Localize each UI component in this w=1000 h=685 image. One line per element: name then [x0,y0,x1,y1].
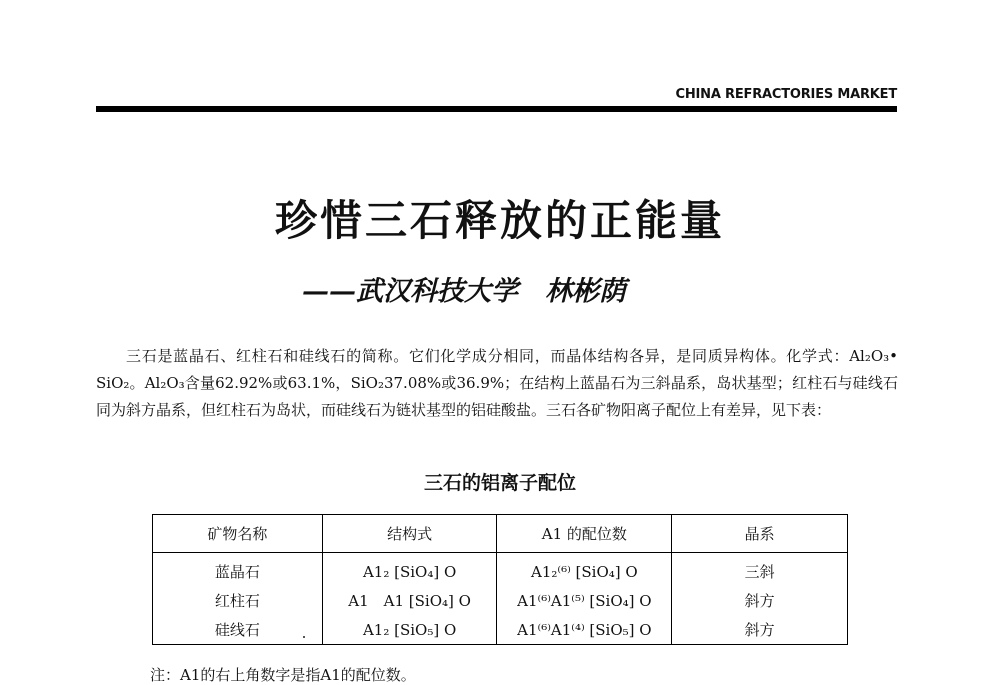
table-row [153,553,848,587]
cell-formula: A1 A1 [SiO₄] O [322,586,497,615]
cell-mineral: 硅线石 [153,615,323,645]
cell-formula: A1₂ [SiO₅] O [322,615,497,645]
body-paragraph [96,343,898,424]
cell-mineral: 红柱石 [153,586,323,615]
cell-system: 斜方 [672,615,848,645]
header-coordination-number: A1 的配位数 [497,515,672,553]
paragraph-text: 三石是蓝晶石、红柱石和硅线石的简称。它们化学成分相同，而晶体结构各异，是同质异构体。化学式：Al₂O₃• SiO₂。Al₂O₃含量62.92%或63.1%，SiO₂37.08%或36.9%；在结构上蓝晶石为三斜晶系，岛状基型；红柱石与硅线石同为斜方晶系，但红柱石为岛状，而硅线石为链状基型的铝硅酸盐。三石各矿物阳离子配位上有差异，见下表： [96,347,898,419]
scan-speck [303,636,305,638]
table-header-row [153,515,848,553]
table-row [153,615,848,645]
table-note: 注：A1的右上角数字是指A1的配位数。 [150,666,416,684]
cell-formula: A1₂ [SiO₄] O [322,553,497,587]
journal-header: CHINA REFRACTORIES MARKET [675,87,897,102]
header-rule [96,106,897,112]
coordination-table [152,514,848,645]
cell-mineral: 蓝晶石 [153,553,323,587]
header-crystal-system: 晶系 [672,515,848,553]
cell-coordination: A1⁽⁶⁾A1⁽⁵⁾ [SiO₄] O [497,586,672,615]
cell-coordination: A1⁽⁶⁾A1⁽⁴⁾ [SiO₅] O [497,615,672,645]
cell-system: 三斜 [672,553,848,587]
header-mineral-name: 矿物名称 [153,515,323,553]
table-title: 三石的铝离子配位 [423,472,576,494]
article-byline: ——武汉科技大学 林彬荫 [302,276,626,307]
cell-system: 斜方 [672,586,848,615]
article-title: 珍惜三石释放的正能量 [274,196,725,245]
cell-coordination: A1₂⁽⁶⁾ [SiO₄] O [497,553,672,587]
table-row [153,586,848,615]
header-structural-formula: 结构式 [322,515,497,553]
